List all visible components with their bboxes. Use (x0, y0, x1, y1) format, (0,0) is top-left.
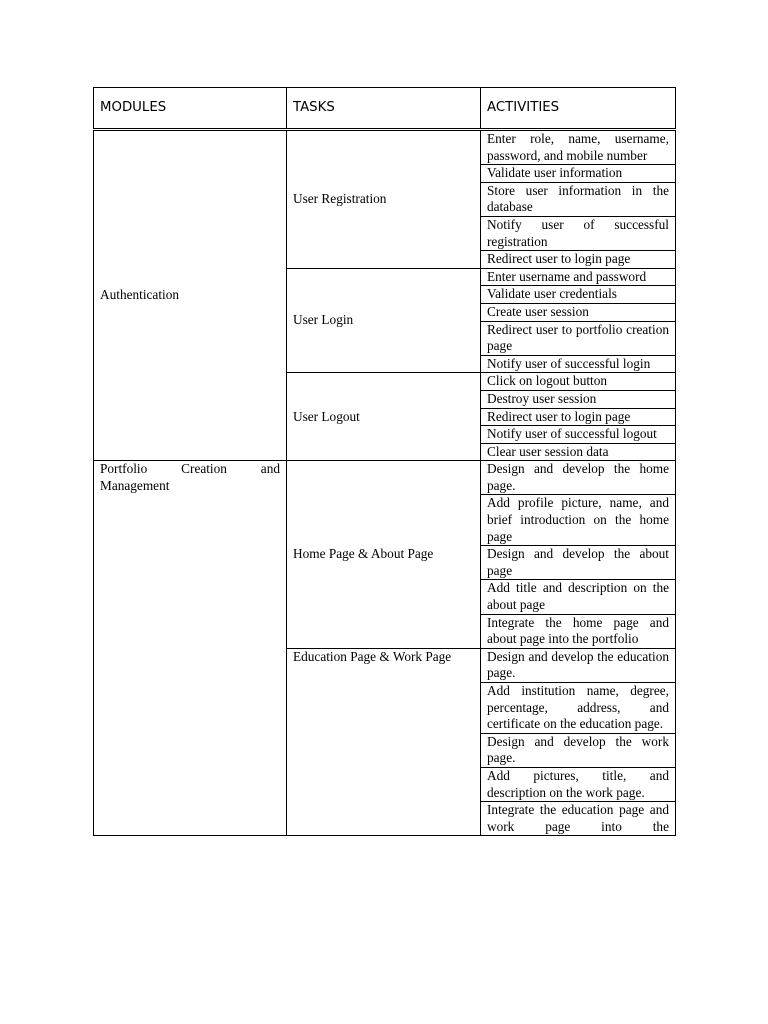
activity-cell: Redirect user to login page (481, 408, 676, 426)
activity-cell: Integrate the home page and about page into the portfolio (481, 614, 676, 648)
activity-cell: Notify user of successful logout (481, 426, 676, 444)
activity-cell: Redirect user to portfolio creation page (481, 321, 676, 355)
activity-cell: Design and develop the home page. (481, 461, 676, 495)
activity-cell: Enter role, name, username, password, and mobile number (481, 130, 676, 165)
activity-cell: Notify user of successful registration (481, 216, 676, 250)
header-row (94, 88, 676, 130)
table-row (94, 130, 676, 165)
table-row (94, 461, 676, 495)
activity-cell: Enter username and password (481, 268, 676, 286)
activity-cell: Add institution name, degree, percentage, address, and certificate on the education page. (481, 683, 676, 734)
activity-cell: Add profile picture, name, and brief introduction on the home page (481, 495, 676, 546)
activity-cell: Destroy user session (481, 390, 676, 408)
activity-cell: Add title and description on the about page (481, 580, 676, 614)
task-education-work: Education Page & Work Page (287, 648, 481, 836)
activity-cell: Add pictures, title, and description on the work page. (481, 767, 676, 801)
header-tasks: TASKS (287, 88, 481, 130)
activity-cell: Validate user information (481, 165, 676, 183)
activity-cell: Click on logout button (481, 373, 676, 391)
module-portfolio: Portfolio Creation and Management (94, 461, 287, 836)
activity-cell: Store user information in the database (481, 182, 676, 216)
modules-tasks-activities-table (93, 87, 676, 836)
activity-cell: Integrate the education page and work page into the (481, 802, 676, 836)
task-home-about: Home Page & About Page (287, 461, 481, 649)
activity-cell: Validate user credentials (481, 286, 676, 304)
task-user-registration: User Registration (287, 130, 481, 269)
activity-cell: Notify user of successful login (481, 355, 676, 373)
activity-cell: Design and develop the work page. (481, 733, 676, 767)
activity-cell: Design and develop the education page. (481, 648, 676, 682)
activity-cell: Clear user session data (481, 443, 676, 461)
task-user-login: User Login (287, 268, 481, 373)
activity-cell: Create user session (481, 303, 676, 321)
task-user-logout: User Logout (287, 373, 481, 461)
header-activities: ACTIVITIES (481, 88, 676, 130)
header-modules: MODULES (94, 88, 287, 130)
module-authentication: Authentication (94, 130, 287, 461)
activity-cell: Design and develop the about page (481, 546, 676, 580)
activity-cell: Redirect user to login page (481, 251, 676, 269)
